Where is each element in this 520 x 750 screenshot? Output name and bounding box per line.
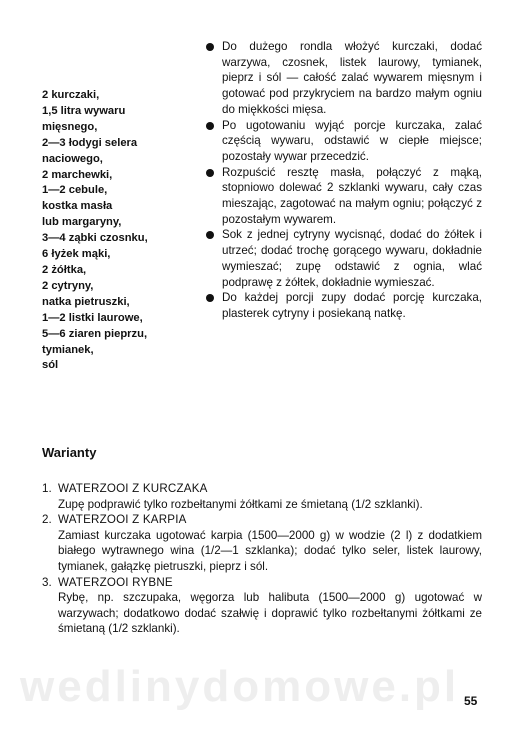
- variant-description: Zamiast kurczaka ugotować karpia (1500—2000 g) w wodzie (2 l) z dodatkiem białego wytrawnego wina (1/2—1 szklanka); dodać tylko seler, listek laurowy, tymianek, gałązkę pietruszki, pieprz i sól.: [58, 528, 482, 573]
- ingredient-item: 2 żółtka,: [42, 263, 87, 276]
- ingredient-item: 1—2 listki laurowe,: [42, 311, 143, 324]
- variant-title: WATERZOOI Z KARPIA: [58, 513, 187, 527]
- ingredient-item: mięsnego,: [42, 120, 98, 133]
- variant-item: [42, 512, 482, 574]
- bullet-icon: [206, 294, 214, 302]
- ingredient-item: 2 marchewki,: [42, 168, 113, 181]
- ingredient-item: 5—6 ziaren pieprzu,: [42, 327, 148, 340]
- step-text: Do dużego rondla włożyć kurczaki, dodać warzywa, czosnek, listek laurowy, tymianek, pieprz i sól — całość zalać wywarem mięsnym i gotować pod przykryciem na bardzo małym ogniu do miękkości mięsa.: [222, 40, 482, 116]
- step-item: [206, 227, 482, 290]
- variant-title: WATERZOOI Z KURCZAKA: [58, 482, 208, 495]
- ingredient-item: 1—2 cebule,: [42, 184, 108, 197]
- ingredients-list: [42, 88, 192, 374]
- variant-item: [42, 481, 482, 512]
- ingredient-item: 2—3 łodygi selera: [42, 136, 138, 149]
- variant-number: 2.: [42, 513, 52, 527]
- variant-number: 1.: [42, 482, 52, 495]
- variant-description: Zupę podprawić tylko rozbełtanymi żółtkami ze śmietaną (1/2 szklanki).: [58, 497, 423, 511]
- variants-heading: Warianty: [42, 445, 97, 460]
- ingredient-item: lub margaryny,: [42, 216, 122, 229]
- variant-description: Rybę, np. szczupaka, węgorza lub halibuta (1500—2000 g) ugotować w warzywach; dodatkowo dodać szałwię i doprawić tylko rozbełtanymi żółtkami ze śmietaną (1/2 szklanki).: [58, 591, 482, 636]
- page-number: 55: [464, 694, 478, 708]
- ingredient-item: tymianek,: [42, 343, 94, 356]
- ingredient-item: 3—4 ząbki czosnku,: [42, 232, 148, 245]
- step-text: Sok z jednej cytryny wycisnąć, dodać do żółtek i utrzeć; dodać trochę gorącego wywaru, dokładnie wymieszać; zupę odstawić z ognia, wlać podprawę z żółtek, dokładnie wymieszać.: [222, 228, 482, 289]
- variant-item: [42, 575, 482, 637]
- ingredient-item: 2 kurczaki,: [42, 89, 100, 101]
- step-item: [206, 118, 482, 165]
- ingredient-item: 1,5 litra wywaru: [42, 104, 126, 117]
- watermark-text: wedlinydomowe.pl: [20, 662, 460, 711]
- bullet-icon: [206, 43, 214, 51]
- ingredient-item: kostka masła: [42, 200, 113, 213]
- bullet-icon: [206, 231, 214, 239]
- step-text: Do każdej porcji zupy dodać porcję kurczaka, plasterek cytryny i posiekaną natkę.: [222, 291, 482, 320]
- variants-list: [42, 481, 482, 637]
- bullet-icon: [206, 122, 214, 130]
- ingredient-item: 6 łyżek mąki,: [42, 248, 111, 261]
- ingredient-item: sól: [42, 359, 59, 372]
- ingredient-item: 2 cytryny,: [42, 279, 94, 292]
- step-text: Rozpuścić resztę masła, połączyć z mąką, stopniowo dolewać 2 szklanki wywaru, cały czas mieszając, zagotować na małym ogniu; połączyć z pozostałym wywarem.: [222, 165, 482, 226]
- variant-title: WATERZOOI RYBNE: [58, 575, 173, 589]
- preparation-steps: [206, 39, 482, 322]
- step-item: [206, 290, 482, 321]
- ingredient-item: natka pietruszki,: [42, 295, 130, 308]
- step-item: [206, 39, 482, 118]
- ingredient-item: naciowego,: [42, 152, 103, 165]
- step-text: Po ugotowaniu wyjąć porcje kurczaka, zalać częścią wywaru, odstawić w ciepłe miejsce; pozostały wywar przecedzić.: [222, 118, 482, 163]
- bullet-icon: [206, 169, 214, 177]
- step-item: [206, 165, 482, 228]
- variant-number: 3.: [42, 575, 52, 589]
